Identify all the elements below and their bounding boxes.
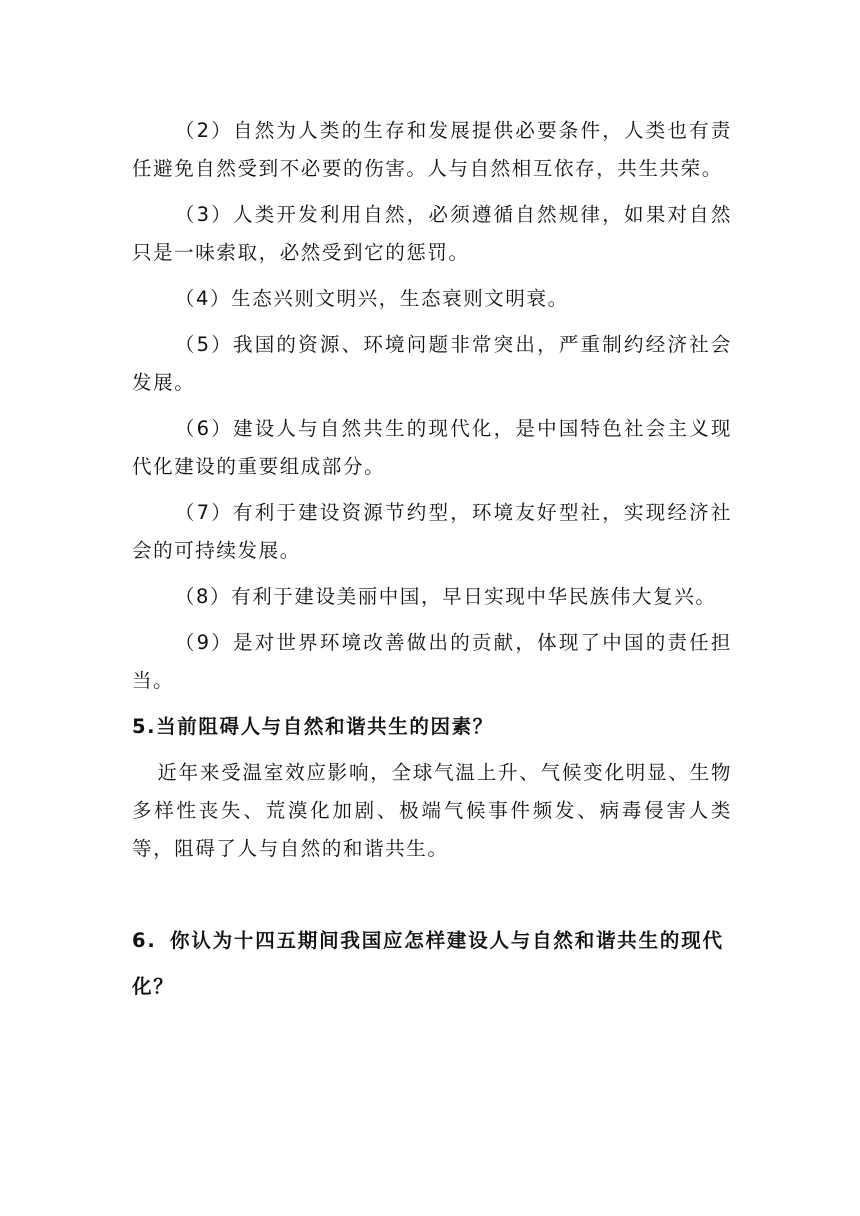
point-9: （9）是对世界环境改善做出的贡献，体现了中国的责任担当。 <box>132 631 732 692</box>
point-2: （2）自然为人类的生存和发展提供必要条件，人类也有责任避免自然受到不必要的伤害。人与自然相互依存，共生共荣。 <box>132 119 732 180</box>
point-7: （7）有利于建设资源节约型，环境友好型社，实现经济社会的可持续发展。 <box>132 501 732 562</box>
point-8: （8）有利于建设美丽中国，早日实现中华民族伟大复兴。 <box>174 585 717 608</box>
document-body <box>132 112 732 1010</box>
point-5: （5）我国的资源、环境问题非常突出，严重制约经济社会发展。 <box>132 333 732 394</box>
section-5-answer: 近年来受温室效应影响，全球气温上升、气候变化明显、生物多样性丧失、荒漠化加剧、极端气候事件频发、病毒侵害人类等，阻碍了人与自然的和谐共生。 <box>132 761 732 860</box>
section-spacer <box>132 876 732 918</box>
section-5-heading: 5.当前阻碍人与自然和谐共生的因素？ <box>132 715 494 738</box>
section-6-number: 6. <box>132 929 157 952</box>
section-6-question <box>132 918 732 1010</box>
point-3: （3）人类开发利用自然，必须遵循自然规律，如果对自然只是一味索取，必然受到它的惩罚。 <box>132 203 732 264</box>
point-6: （6）建设人与自然共生的现代化，是中国特色社会主义现代化建设的重要组成部分。 <box>132 417 732 478</box>
section-6-heading: 你认为十四五期间我国应怎样建设人与自然和谐共生的现代化？ <box>132 929 724 998</box>
point-4: （4）生态兴则文明兴，生态衰则文明衰。 <box>174 287 569 310</box>
